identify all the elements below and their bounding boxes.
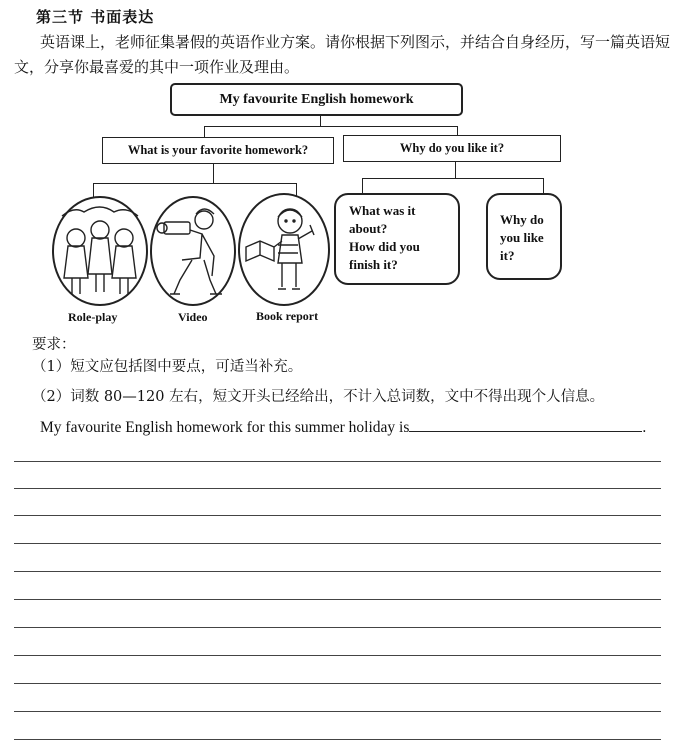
video-illustration [150,196,236,306]
question-box-why: Why do you like it? [343,135,561,162]
section-title: 第三节 书面表达 [36,8,155,26]
requirement-item: （1）短文应包括图中要点，可适当补充。 [32,359,303,375]
connector-line [362,178,544,193]
connector-line [213,164,214,184]
reason-line: finish it? [349,257,398,272]
writing-line[interactable] [14,711,661,712]
writing-line[interactable] [14,461,661,462]
answer-blank[interactable] [409,416,642,432]
answer-lead-text: My favourite English homework for this summer holiday is [40,419,410,436]
image-label-role-play: Role-play [68,310,118,324]
role-play-illustration [52,196,148,306]
instructions-paragraph: 英语课上，老师征集暑假的英语作业方案。请你根据下列图示，并结合自身经历，写一篇英语短文，分享你最喜爱的其中一项作业及理由。 [14,33,671,76]
video-camera-icon [152,198,234,304]
reason-box-content [334,193,460,285]
writing-line[interactable] [14,739,661,740]
book-report-girl-icon [240,195,328,304]
image-label-video: Video [178,310,208,324]
diagram-title-box: My favourite English homework [170,83,463,116]
reason-line: Why do [500,212,544,227]
question-box-favorite: What is your favorite homework? [102,137,334,164]
writing-line[interactable] [14,543,661,544]
writing-line[interactable] [14,488,661,489]
reason-line: How did you [349,239,420,254]
reason-line: you like [500,230,544,245]
answer-period: . [642,419,647,436]
book-report-illustration [238,193,330,306]
writing-line[interactable] [14,599,661,600]
reason-line: about? [349,221,388,236]
role-play-children-icon [54,198,146,304]
writing-line[interactable] [14,683,661,684]
connector-line [455,162,456,179]
answer-lead-sentence [40,416,646,437]
writing-line[interactable] [14,627,661,628]
reason-line: it? [500,248,515,263]
writing-line[interactable] [14,655,661,656]
requirement-item: （2）词数 80—120 左右，短文开头已经给出，不计入总词数，文中不得出现个人信息。 [32,389,605,405]
reason-box-why [486,193,562,280]
writing-line[interactable] [14,515,661,516]
reason-line: What was it [349,203,416,218]
image-label-book-report: Book report [256,309,319,323]
writing-line[interactable] [14,571,661,572]
requirements-heading: 要求： [32,337,76,353]
